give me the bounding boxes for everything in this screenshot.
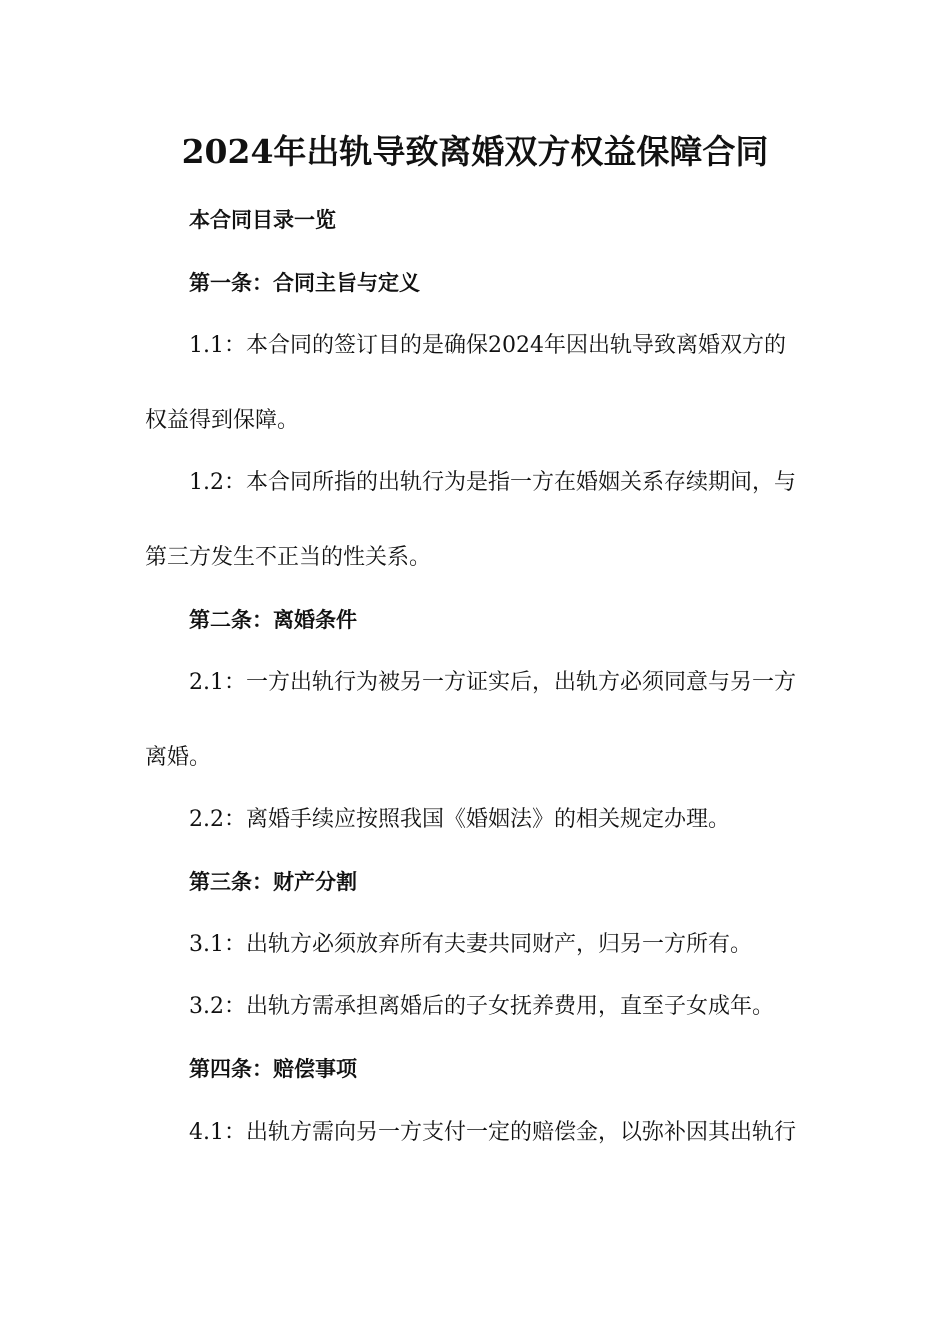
toc-heading: 本合同目录一览 bbox=[189, 208, 336, 232]
clause-4-1-line-1: 4.1：出轨方需向另一方支付一定的赔偿金，以弥补因其出轨行 bbox=[189, 1120, 796, 1145]
clause-2-1-line-1: 2.1：一方出轨行为被另一方证实后，出轨方必须同意与另一方 bbox=[189, 670, 796, 695]
section-heading-2: 第二条：离婚条件 bbox=[189, 608, 357, 632]
section-heading-3: 第三条：财产分割 bbox=[189, 870, 357, 894]
clause-2-2-line-1: 2.2：离婚手续应按照我国《婚姻法》的相关规定办理。 bbox=[189, 807, 730, 832]
clause-2-1-line-2: 离婚。 bbox=[145, 745, 212, 770]
clause-1-1-line-2: 权益得到保障。 bbox=[145, 408, 300, 433]
clause-1-1-line-1: 1.1：本合同的签订目的是确保2024年因出轨导致离婚双方的 bbox=[189, 333, 786, 358]
clause-1-2-line-1: 1.2：本合同所指的出轨行为是指一方在婚姻关系存续期间，与 bbox=[189, 470, 796, 495]
clause-3-1-line-1: 3.1：出轨方必须放弃所有夫妻共同财产，归另一方所有。 bbox=[189, 932, 752, 957]
section-heading-4: 第四条：赔偿事项 bbox=[189, 1057, 357, 1081]
section-heading-1: 第一条：合同主旨与定义 bbox=[189, 271, 420, 295]
clause-3-2-line-1: 3.2：出轨方需承担离婚后的子女抚养费用，直至子女成年。 bbox=[189, 994, 774, 1019]
clause-1-2-line-2: 第三方发生不正当的性关系。 bbox=[145, 545, 432, 570]
document-title: 2024年出轨导致离婚双方权益保障合同 bbox=[181, 132, 769, 171]
